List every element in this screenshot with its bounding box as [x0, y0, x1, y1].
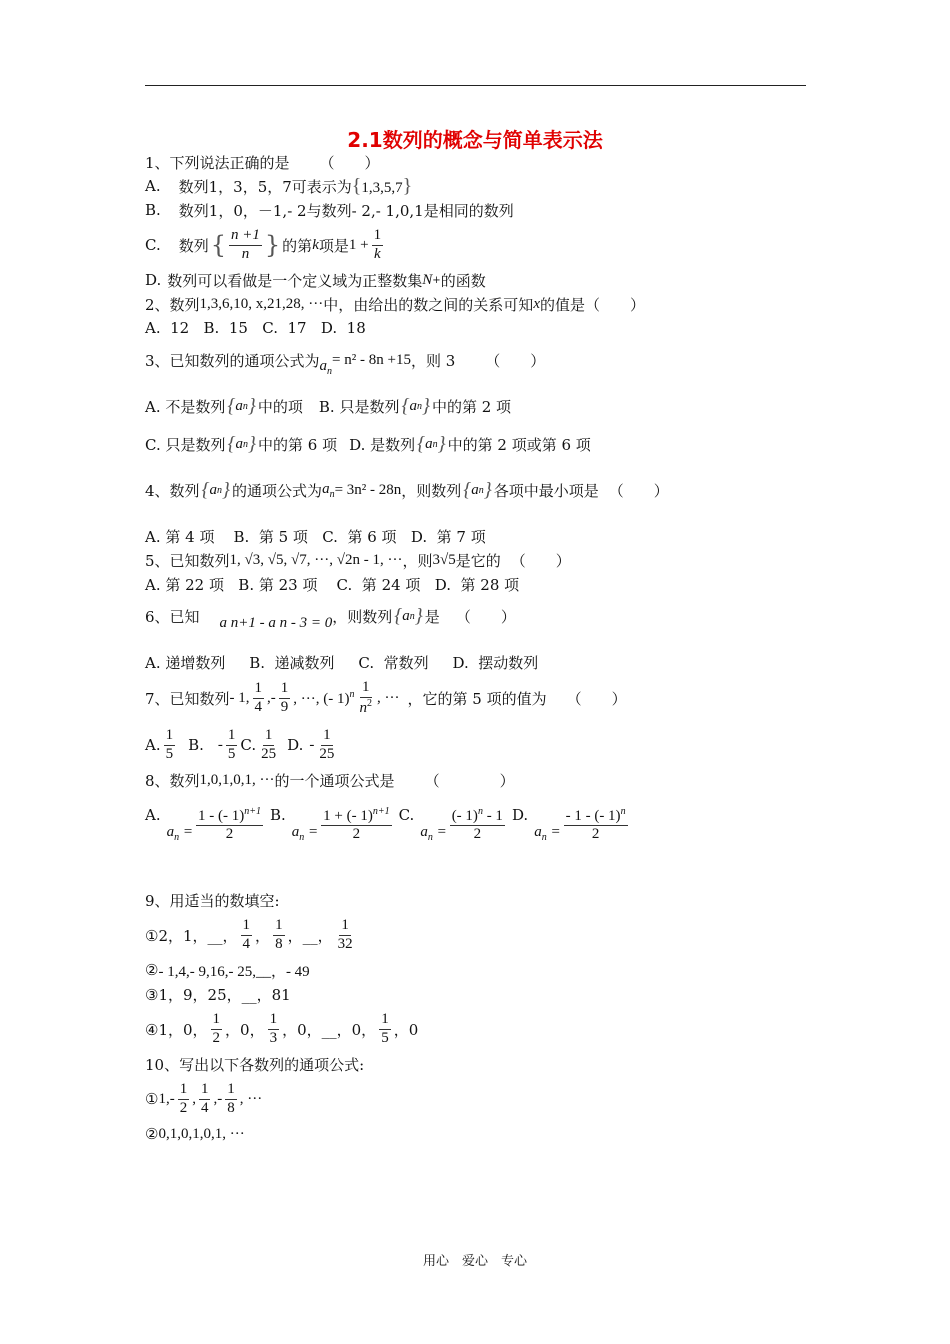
q5-options: A. 第 22 项 B. 第 23 项 C. 第 24 项 D. 第 28 项 — [145, 575, 520, 594]
q10-stem: 10、写出以下各数列的通项公式: — [145, 1055, 365, 1074]
q10-item-1: ① 1,- $\frac{1}{2}$ , $\frac{1}{4}$ ,- $\frac{1}{8}$ , ··· — [145, 1081, 263, 1116]
q2-options: A. 12 B. 15 C. 17 D. 18 — [145, 319, 366, 337]
header-rule — [145, 85, 806, 86]
q10-item-2: ② 0,1,0,1,0,1, ··· — [145, 1125, 245, 1143]
q1-option-b: B. 数列1，0，－1,- 2与数列- 2,- 1,0,1是相同的数列 — [145, 201, 514, 220]
q1-option-a: A. 数列1，3，5，7可表示为 {1,3,5,7} — [145, 174, 413, 197]
q3-stem: 3、已知数列的通项公式为 $a_n$ = n² - 8n +15 ，则 3 （ ） — [145, 351, 546, 377]
q1-option-c: C. 数列 { $\frac{n +1}{n}$ } 的第 k 项是 1 + $\frac{1}{k}$ — [145, 227, 382, 262]
q1-option-d: D. 数列可以看做是一个定义域为正整数集 N + 的函数 — [145, 271, 486, 290]
q6-options: A. 递增数列 B. 递减数列 C. 常数列 D. 摆动数列 — [145, 653, 539, 672]
q2-stem: 2、数列 1,3,6,10, x,21,28, ··· 中，由给出的数之间的关系可知 x 的值是（ ） — [145, 295, 645, 314]
q7-stem: 7、已知数列 - 1, $\frac{1}{4}$ ,- $\frac{1}{9}$ , ···, (- 1)$^n$ $\frac{1}{n^2}$ , ··· ，它的第 5 项的值为 （ ） — [145, 679, 627, 716]
page-title: 2.1数列的概念与简单表示法 — [347, 128, 603, 152]
q3-options-cd: C. 只是数列 { a n } 中的第 6 项 D. 是数列 { a n } 中的第 2 项或第 6 项 — [145, 432, 591, 455]
q1-stem: 1、下列说法正确的是 （ ） — [145, 153, 380, 172]
q7-options: A. $\frac{1}{5}$ B. - $\frac{1}{5}$ C. $\frac{1}{25}$ D. - $\frac{1}{25}$ — [145, 727, 335, 762]
q9-item-2: ② - 1,4,- 9,16,- 25,__，- 49 — [145, 961, 310, 980]
q8-options: A. $a_n$ = $\frac{1 - (- 1)^{n+1}}{2}$ B. $a_n$ = $\frac{1 + (- 1)^{n+1}}{2}$ C. $a_n$ = $\frac{(- 1)^n - 1}{2}$ D. $a_n$ = $\frac{- 1 - (- 1)^n}{2}$ — [145, 806, 626, 843]
q9-item-3: ③1，9，25，__，81 — [145, 985, 291, 1004]
q9-item-1: ①2，1，__， $\frac{1}{4}$ ， $\frac{1}{8}$ ，__， $\frac{1}{32}$ — [145, 917, 353, 952]
q3-options-ab: A. 不是数列 { a n } 中的项 B. 只是数列 { a n } 中的第 2 项 — [145, 394, 512, 417]
q8-stem: 8、数列 1,0,1,0,1, ··· 的一个通项公式是 （ ） — [145, 771, 515, 790]
q5-stem: 5、已知数列 1, √3, √5, √7, ···, √2n - 1, ··· ，则 3√5 是它的 （ ） — [145, 551, 571, 570]
q6-stem: 6、已知 a n+1 - a n - 3 = 0 ，则数列 { a n } 是 （ ） — [145, 604, 516, 631]
q9-item-4: ④1，0， $\frac{1}{2}$ ，0， $\frac{1}{3}$ ，0，__，0， $\frac{1}{5}$ ，0 — [145, 1011, 419, 1046]
page-footer: 用心 爱心 专心 — [422, 1254, 527, 1269]
q9-stem: 9、用适当的数填空: — [145, 891, 280, 910]
document-body — [145, 150, 805, 1146]
q4-stem: 4、数列 { a n } 的通项公式为 $a_n$ = 3n² - 28n ，则数列 { a n } 各项中最小项是 （ ） — [145, 478, 669, 501]
q4-options: A. 第 4 项 B. 第 5 项 C. 第 6 项 D. 第 7 项 — [145, 527, 486, 546]
